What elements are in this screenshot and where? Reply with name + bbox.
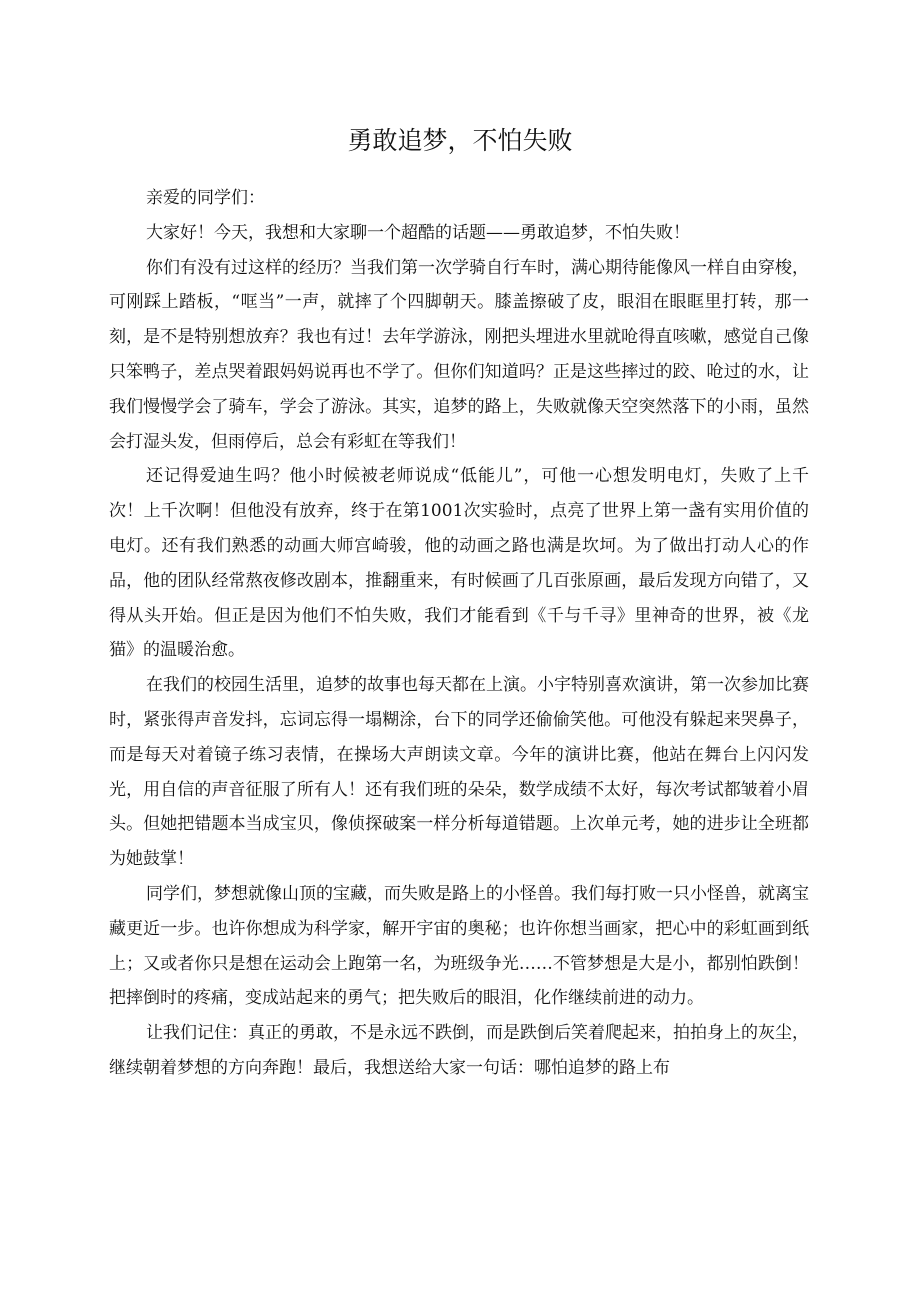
- paragraph-greeting: 大家好！今天，我想和大家聊一个超酷的话题——勇敢追梦，不怕失败！: [146, 222, 690, 243]
- paragraph-edison: 还记得爱迪生吗？他小时候被老师说成“低能儿”，可他一心想发明电灯，失败了上千次！上千次啊！但他没有放弃，终于在第1001次实验时，点亮了世界上第一盏有实用价值的电灯。还有我们熟悉的动画大师宫崎骏，他的动画之路也满是坎坷。为了做出打动人心的作品，他的团队经常熬夜修改剧本，推翻重来，有时候画了几百张原画，最后发现方向错了，又得从头开始。但正是因为他们不怕失败，我们才能看到《千与千寻》里神奇的世界，被《龙猫》的温暖治愈。: [109, 466, 809, 661]
- paragraph-campus: 在我们的校园生活里，追梦的故事也每天都在上演。小宇特别喜欢演讲，第一次参加比赛时，紧张得声音发抖，忘词忘得一塌糊涂，台下的同学还偷偷笑他。可他没有躲起来哭鼻子，而是每天对着镜子练习表情，在操场大声朗读文章。今年的演讲比赛，他站在舞台上闪闪发光，用自信的声音征服了所有人！还有我们班的朵朵，数学成绩不太好，每次考试都皱着小眉头。但她把错题本当成宝贝，像侦探破案一样分析每道错题。上次单元考，她的进步让全班都为她鼓掌！: [109, 675, 809, 870]
- paragraph-dreams: 同学们，梦想就像山顶的宝藏，而失败是路上的小怪兽。我们每打败一只小怪兽，就离宝藏更近一步。也许你想成为科学家，解开宇宙的奥秘；也许你想当画家，把心中的彩虹画到纸上；又或者你只是想在运动会上跑第一名，为班级争光……不管梦想是大是小，都别怕跌倒！把摔倒时的疼痛，变成站起来的勇气；把失败后的眼泪，化作继续前进的动力。: [109, 883, 809, 1009]
- paragraph-salutation: 亲爱的同学们：: [146, 188, 265, 208]
- paragraph-closing: 让我们记住：真正的勇敢，不是永远不跌倒，而是跌倒后笑着爬起来，拍拍身上的灰尘，继续朝着梦想的方向奔跑！最后，我想送给大家一句话：哪怕追梦的路上布: [109, 1023, 809, 1078]
- document-body: [109, 181, 809, 1086]
- document-title: 勇敢追梦，不怕失败: [347, 126, 573, 155]
- paragraph-experience: 你们有没有过这样的经历？当我们第一次学骑自行车时，满心期待能像风一样自由穿梭，可刚踩上踏板，“哐当”一声，就摔了个四脚朝天。膝盖擦破了皮，眼泪在眼眶里打转，那一刻，是不是特别想放弃？我也有过！去年学游泳，刚把头埋进水里就呛得直咳嗽，感觉自己像只笨鸭子，差点哭着跟妈妈说再也不学了。但你们知道吗？正是这些摔过的跤、呛过的水，让我们慢慢学会了骑车，学会了游泳。其实，追梦的路上，失败就像天空突然落下的小雨，虽然会打湿头发，但雨停后，总会有彩虹在等我们！: [109, 257, 809, 452]
